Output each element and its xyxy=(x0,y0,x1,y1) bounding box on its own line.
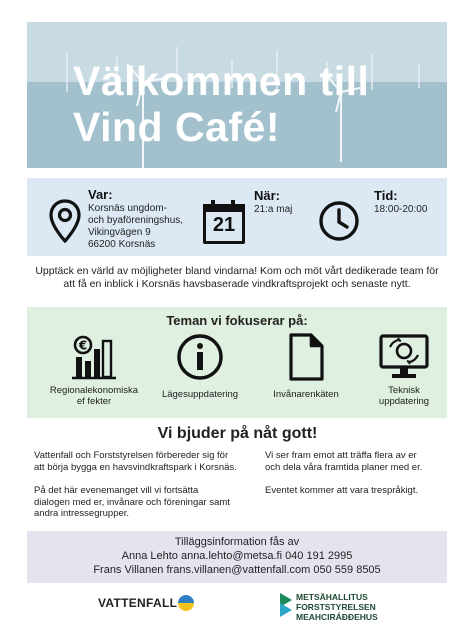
address-line: Korsnäs ungdom- xyxy=(88,203,167,214)
vattenfall-logo xyxy=(98,596,177,610)
theme-item xyxy=(145,333,255,413)
document-icon xyxy=(282,333,330,381)
vattenfall-wordmark: VATTENFALL xyxy=(98,596,178,610)
paragraph-line: Eventet kommer att vara trespråkigt. xyxy=(265,485,419,496)
offer-heading: Vi bjuder på nåt gott! xyxy=(157,425,318,442)
title-line-1: Välkommen till xyxy=(73,58,370,104)
paragraph-line: Vattenfall och Forststyrelsen förbereder sig för xyxy=(34,450,229,461)
theme-caption xyxy=(349,385,459,407)
paragraph-line: dialogen med er, invånare och föreningar samt xyxy=(34,496,230,508)
contact-frans: Frans Villanen frans.villanen@vattenfall.com 050 559 8505 xyxy=(93,564,381,576)
hero-banner xyxy=(27,22,447,168)
paragraph xyxy=(34,485,254,520)
page-title xyxy=(73,58,369,150)
logo-line: MEAHCIRÁĐĐEHUS xyxy=(296,612,378,622)
paragraph xyxy=(265,485,455,497)
caption-line: ef fekter xyxy=(76,396,112,407)
paragraph-line: Vi ser fram emot att träffa flera av er xyxy=(265,450,417,461)
vattenfall-sun-icon xyxy=(178,595,194,611)
address-line: och byaföreningshus, xyxy=(88,215,184,226)
paragraph xyxy=(34,450,254,473)
paragraph-line: och dela våra framtida planer med er. xyxy=(265,461,423,473)
theme-item xyxy=(251,333,361,413)
theme-caption xyxy=(251,389,361,400)
caption-line: Invånarenkäten xyxy=(273,389,339,400)
location-pin-icon xyxy=(49,199,81,243)
metsahallitus-logo-icon xyxy=(279,592,293,618)
where-label: Var: xyxy=(88,187,113,202)
theme-item xyxy=(39,333,149,413)
economy-icon xyxy=(70,333,118,381)
when-value: 21:a maj xyxy=(254,204,293,215)
info-icon xyxy=(176,333,224,381)
technical-monitor-icon xyxy=(378,333,430,381)
intro-text: Upptäck en värld av möjligheter bland vindarna! Kom och möt vårt dedikerade team för att få en inblick i Korsnäs havsbaserade vindkraftsprojekt och senaste nytt. xyxy=(35,265,439,290)
calendar-icon xyxy=(203,200,243,240)
metsahallitus-logo xyxy=(296,592,378,622)
paragraph-line: att börja bygga en havsvindkraftspark i Korsnäs. xyxy=(34,461,237,473)
svg-text:€: € xyxy=(78,338,88,353)
themes-section xyxy=(27,307,447,418)
address-line: Vikingvägen 9 xyxy=(88,227,151,238)
calendar-day: 21 xyxy=(212,214,236,236)
time-value: 18:00-20:00 xyxy=(374,204,428,215)
time-label: Tid: xyxy=(374,188,398,203)
paragraph-line: andra intressegrupper. xyxy=(34,508,130,519)
title-line-2: Vind Café! xyxy=(73,104,280,150)
address-line: 66200 Korsnäs xyxy=(88,239,156,250)
offer-left-column xyxy=(34,450,254,532)
contact-intro: Tilläggsinformation fås av xyxy=(174,536,300,548)
logo-line: FORSTSTYRELSEN xyxy=(296,602,376,612)
theme-caption xyxy=(39,385,149,407)
clock-icon xyxy=(318,200,360,242)
contact-anna: Anna Lehto anna.lehto@metsa.fi 040 191 2995 xyxy=(121,550,353,562)
themes-heading: Teman vi fokuserar på: xyxy=(166,313,308,328)
paragraph xyxy=(265,450,455,473)
caption-line: Teknisk xyxy=(388,385,420,396)
caption-line: uppdatering xyxy=(378,396,430,407)
theme-item xyxy=(349,333,459,413)
logo-line: METSÄHALLITUS xyxy=(296,592,368,602)
contact-box xyxy=(27,531,447,583)
offer-right-column xyxy=(265,450,455,509)
paragraph-line: På det här evenemanget vill vi fortsätta xyxy=(34,485,199,496)
caption-line: Regionalekonomiska xyxy=(49,385,139,396)
where-address xyxy=(88,203,183,251)
caption-line: Lägesuppdatering xyxy=(161,389,239,400)
when-label: När: xyxy=(254,188,281,203)
event-info-band xyxy=(27,178,447,256)
theme-caption xyxy=(145,389,255,400)
